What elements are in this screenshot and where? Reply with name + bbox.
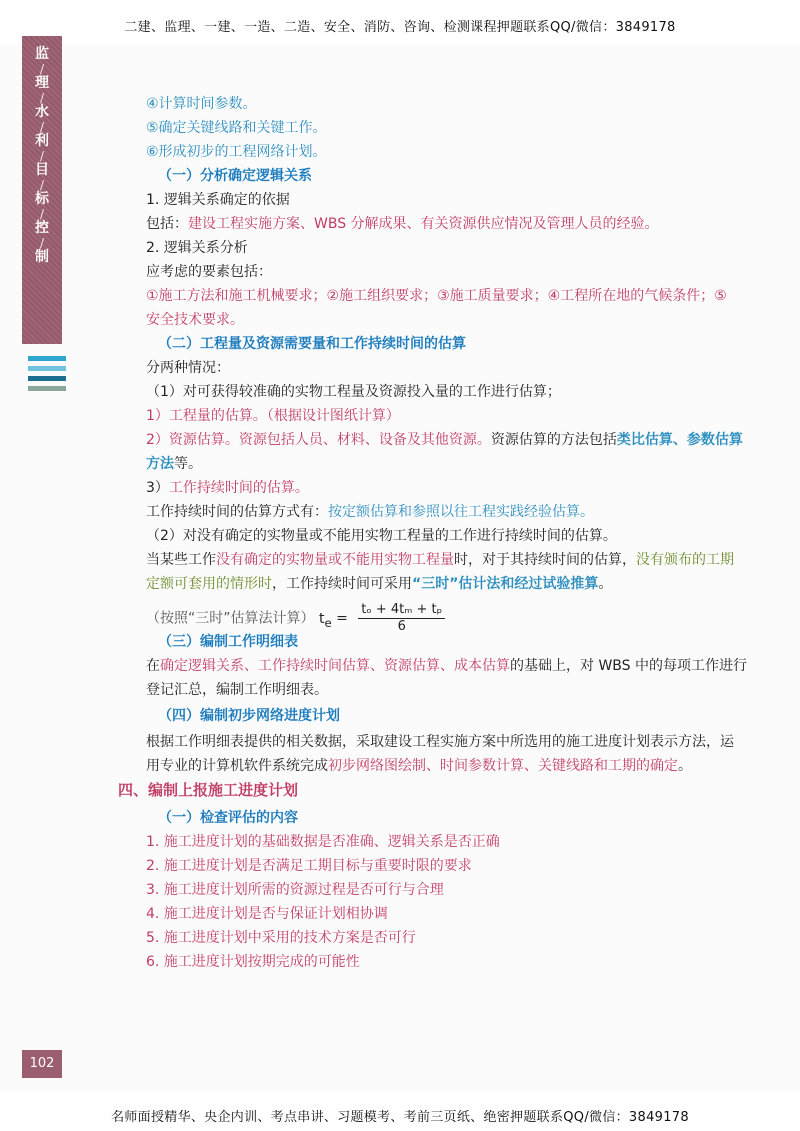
formula-sub: e bbox=[324, 615, 332, 630]
text-highlight: 按定额估算和参照以往工程实践经验估算。 bbox=[328, 504, 594, 520]
text-highlight: 类比估算、参数估算 bbox=[616, 432, 743, 448]
case-1-item-2 bbox=[146, 430, 743, 450]
page-number: 102 bbox=[22, 1050, 62, 1078]
section-heading-1: （一）分析确定逻辑关系 bbox=[158, 168, 312, 184]
sidebar-separator: / bbox=[39, 91, 45, 105]
text-highlight: 没有颁布的工期 bbox=[636, 552, 734, 568]
decor-stripe bbox=[28, 376, 66, 381]
chapter-heading-4: 四、编制上报施工进度计划 bbox=[118, 781, 299, 799]
formula-label: （按照“三时”估算法计算） bbox=[146, 610, 315, 627]
header-bar bbox=[0, 0, 800, 44]
duration-methods bbox=[146, 502, 594, 522]
formula-denominator: 6 bbox=[397, 619, 406, 634]
decor-stripe bbox=[28, 386, 66, 391]
text-span: 资源估算的方法包括 bbox=[490, 432, 617, 448]
footer-text: 名师面授精华、央企内训、考点串讲、习题模考、考前三页纸、绝密押题联系QQ/微信：3849178 bbox=[111, 1110, 689, 1125]
subheading-analysis: 2. 逻辑关系分析 bbox=[146, 240, 248, 256]
text-span: 3） bbox=[146, 480, 169, 496]
text-highlight: 没有确定的实物量或不能用实物工程量 bbox=[216, 552, 454, 568]
sidebar-char: 利 bbox=[35, 133, 49, 149]
text-span: 包括： bbox=[146, 216, 188, 232]
check-item: 3. 施工进度计划所需的资源过程是否可行与合理 bbox=[146, 882, 444, 898]
sidebar-separator: / bbox=[39, 236, 45, 250]
check-item: 1. 施工进度计划的基础数据是否准确、逻辑关系是否正确 bbox=[146, 834, 500, 850]
sidebar-char: 监 bbox=[35, 46, 49, 62]
check-item: 2. 施工进度计划是否满足工期目标与重要时限的要求 bbox=[146, 858, 472, 874]
sidebar-char: 标 bbox=[35, 191, 49, 207]
text-span: 工作持续时间的估算方式有： bbox=[146, 504, 328, 520]
footer-bar bbox=[0, 1092, 800, 1131]
text-span: 当某些工作 bbox=[146, 552, 216, 568]
decor-stripe bbox=[28, 366, 66, 371]
text-highlight: 初步网络图绘制、时间参数计算、关键线路和工期的确定 bbox=[328, 758, 678, 774]
text-highlight: “三时”估计法和经过试验推算 bbox=[412, 576, 599, 592]
sidebar-banner bbox=[22, 36, 62, 344]
formula-fraction bbox=[358, 602, 445, 635]
check-item: 5. 施工进度计划中采用的技术方案是否可行 bbox=[146, 930, 416, 946]
check-item: 6. 施工进度计划按期完成的可能性 bbox=[146, 954, 360, 970]
step-4: ④计算时间参数。 bbox=[146, 96, 257, 112]
case-1-item-3 bbox=[146, 478, 309, 498]
sidebar-separator: / bbox=[39, 178, 45, 192]
text-highlight: 2）资源估算。资源包括人员、材料、设备及其他资源。 bbox=[146, 432, 491, 448]
section-heading-4: （四）编制初步网络进度计划 bbox=[158, 708, 340, 724]
text-highlight: 方法 bbox=[146, 456, 174, 472]
two-cases: 分两种情况： bbox=[146, 360, 230, 376]
three-time-formula bbox=[146, 602, 445, 635]
sidebar-separator: / bbox=[39, 62, 45, 76]
case-1-item-1: 1）工程量的估算。（根据设计图纸计算） bbox=[146, 408, 400, 424]
sidebar-char: 理 bbox=[35, 75, 49, 91]
sidebar-separator: / bbox=[39, 120, 45, 134]
sidebar-char: 控 bbox=[35, 220, 49, 236]
sidebar-char: 制 bbox=[35, 249, 49, 265]
text-span: 时，对于其持续时间的估算， bbox=[454, 552, 636, 568]
formula-t: t bbox=[318, 610, 325, 627]
text-span: 。 bbox=[598, 576, 613, 592]
section-heading-3: （三）编制工作明细表 bbox=[158, 634, 298, 650]
step-6: ⑥形成初步的工程网络计划。 bbox=[146, 144, 327, 160]
factors-intro: 应考虑的要素包括： bbox=[146, 264, 272, 280]
header-text: 二建、监理、一建、一造、二造、安全、消防、咨询、检测课程押题联系QQ/微信：3849178 bbox=[124, 20, 676, 35]
sidebar-char: 水 bbox=[35, 104, 49, 120]
text-highlight: 定额可套用的情形时 bbox=[146, 576, 272, 592]
text-span: 。 bbox=[678, 758, 692, 774]
case-1-item-2-cont bbox=[146, 454, 202, 474]
sidebar-separator: / bbox=[39, 207, 45, 221]
formula-eq: = bbox=[336, 610, 353, 627]
network-plan-line-cont bbox=[146, 756, 692, 776]
section-heading-2: （二）工程量及资源需要量和工作持续时间的估算 bbox=[158, 336, 466, 352]
check-item: 4. 施工进度计划是否与保证计划相协调 bbox=[146, 906, 388, 922]
text-span: 用专业的计算机软件系统完成 bbox=[146, 758, 328, 774]
case-1: （1）对可获得较准确的实物工程量及资源投入量的工作进行估算； bbox=[146, 384, 561, 400]
decor-stripe bbox=[28, 356, 66, 361]
text-span: 等。 bbox=[174, 456, 202, 472]
network-plan-line: 根据工作明细表提供的相关数据，采取建设工程实施方案中所选用的施工进度计划表示方法，运 bbox=[146, 734, 734, 750]
text-span: 在 bbox=[146, 658, 160, 674]
section-heading-check: （一）检查评估的内容 bbox=[158, 810, 298, 826]
factors-list: ①施工方法和施工机械要求；②施工组织要求；③施工质量要求；④工程所在地的气候条件；⑤ bbox=[146, 288, 727, 304]
step-5: ⑤确定关键线路和关键工作。 bbox=[146, 120, 327, 136]
text-highlight: 确定逻辑关系、工作持续时间估算、资源估算、成本估算 bbox=[160, 658, 510, 674]
sidebar-separator: / bbox=[39, 149, 45, 163]
text-span: ，工作持续时间可采用 bbox=[272, 576, 412, 592]
case-2-detail-cont bbox=[146, 574, 612, 594]
formula-lhs bbox=[318, 610, 332, 630]
sidebar-title bbox=[22, 36, 62, 266]
text-highlight: 建设工程实施方案、WBS 分解成果、有关资源供应情况及管理人员的经验。 bbox=[188, 216, 659, 232]
basis-line bbox=[146, 214, 659, 234]
sidebar-char: 目 bbox=[35, 162, 49, 178]
text-highlight: 工作持续时间的估算。 bbox=[168, 480, 309, 496]
subheading-basis: 1. 逻辑关系确定的依据 bbox=[146, 192, 290, 208]
text-span: 的基础上，对 WBS 中的每项工作进行 bbox=[510, 658, 747, 674]
detail-table-line bbox=[146, 656, 747, 676]
factors-list-cont: 安全技术要求。 bbox=[146, 312, 244, 328]
case-2: （2）对没有确定的实物量或不能用实物工程量的工作进行持续时间的估算。 bbox=[146, 528, 617, 544]
detail-table-line-cont: 登记汇总，编制工作明细表。 bbox=[146, 682, 328, 698]
case-2-detail bbox=[146, 550, 734, 570]
formula-numerator: tₒ + 4tₘ + tₚ bbox=[358, 602, 445, 619]
